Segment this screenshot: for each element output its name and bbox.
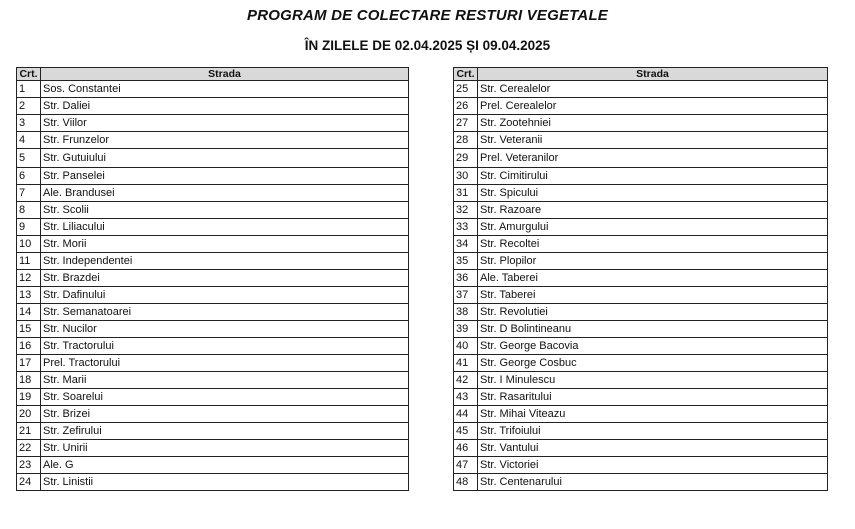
street-name: Str. Spicului — [478, 185, 828, 202]
street-name: Str. George Cosbuc — [478, 355, 828, 372]
street-name: Str. Cimitirului — [478, 168, 828, 185]
row-number: 41 — [454, 355, 478, 372]
row-number: 22 — [17, 440, 41, 457]
street-name: Str. Zootehniei — [478, 115, 828, 132]
row-number: 10 — [17, 236, 41, 253]
table-row — [454, 304, 828, 321]
street-name: Str. Victoriei — [478, 457, 828, 474]
street-name: Str. Razoare — [478, 202, 828, 219]
streets-table-left — [16, 67, 409, 491]
street-name: Sos. Constantei — [41, 81, 409, 98]
row-number: 17 — [17, 355, 41, 372]
row-number: 21 — [17, 423, 41, 440]
street-name: Str. Panselei — [41, 168, 409, 185]
street-name: Str. Trifoiului — [478, 423, 828, 440]
street-name: Str. Nucilor — [41, 321, 409, 338]
table-row — [17, 355, 409, 372]
table-row — [17, 474, 409, 491]
row-number: 38 — [454, 304, 478, 321]
table-row — [454, 219, 828, 236]
row-number: 16 — [17, 338, 41, 355]
header-strada: Strada — [478, 68, 828, 81]
page-subtitle: ÎN ZILELE DE 02.04.2025 ȘI 09.04.2025 — [304, 38, 551, 53]
row-number: 4 — [17, 132, 41, 149]
table-row — [454, 287, 828, 304]
table-row — [454, 270, 828, 287]
table-row — [17, 406, 409, 423]
table-header-row — [17, 68, 409, 81]
street-name: Str. Mihai Viteazu — [478, 406, 828, 423]
row-number: 2 — [17, 98, 41, 115]
street-name: Str. Gutuiului — [41, 149, 409, 168]
row-number: 46 — [454, 440, 478, 457]
street-name: Str. George Bacovia — [478, 338, 828, 355]
table-row — [454, 406, 828, 423]
row-number: 43 — [454, 389, 478, 406]
row-number: 35 — [454, 253, 478, 270]
table-row — [17, 304, 409, 321]
table-row — [17, 287, 409, 304]
table-row — [454, 355, 828, 372]
row-number: 11 — [17, 253, 41, 270]
streets-table-right — [453, 67, 828, 491]
header-crt: Crt. — [454, 68, 478, 81]
street-name: Str. Daliei — [41, 98, 409, 115]
table-row — [17, 389, 409, 406]
table-row — [17, 149, 409, 168]
row-number: 44 — [454, 406, 478, 423]
street-name: Str. Plopilor — [478, 253, 828, 270]
street-name: Str. Recoltei — [478, 236, 828, 253]
table-row — [454, 389, 828, 406]
row-number: 8 — [17, 202, 41, 219]
street-name: Str. Rasaritului — [478, 389, 828, 406]
row-number: 26 — [454, 98, 478, 115]
table-row — [17, 270, 409, 287]
row-number: 15 — [17, 321, 41, 338]
table-row — [454, 457, 828, 474]
table-row — [454, 202, 828, 219]
row-number: 18 — [17, 372, 41, 389]
table-row — [17, 253, 409, 270]
table-row — [17, 372, 409, 389]
street-name: Str. Morii — [41, 236, 409, 253]
street-name: Str. D Bolintineanu — [478, 321, 828, 338]
row-number: 20 — [17, 406, 41, 423]
street-name: Prel. Tractorului — [41, 355, 409, 372]
street-name: Str. Marii — [41, 372, 409, 389]
table-row — [454, 338, 828, 355]
street-name: Str. Dafinului — [41, 287, 409, 304]
row-number: 36 — [454, 270, 478, 287]
street-name: Str. Amurgului — [478, 219, 828, 236]
street-name: Str. Brizei — [41, 406, 409, 423]
row-number: 13 — [17, 287, 41, 304]
table-row — [17, 185, 409, 202]
table-row — [17, 338, 409, 355]
row-number: 25 — [454, 81, 478, 98]
row-number: 28 — [454, 132, 478, 149]
street-name: Str. Vantului — [478, 440, 828, 457]
street-name: Str. Semanatoarei — [41, 304, 409, 321]
table-row — [17, 132, 409, 149]
table-header-row — [454, 68, 828, 81]
table-row — [454, 253, 828, 270]
row-number: 23 — [17, 457, 41, 474]
table-row — [454, 115, 828, 132]
street-name: Str. Cerealelor — [478, 81, 828, 98]
street-name: Str. Independentei — [41, 253, 409, 270]
table-row — [17, 98, 409, 115]
row-number: 27 — [454, 115, 478, 132]
table-row — [17, 457, 409, 474]
row-number: 45 — [454, 423, 478, 440]
street-name: Str. Soarelui — [41, 389, 409, 406]
row-number: 34 — [454, 236, 478, 253]
street-name: Str. Veteranii — [478, 132, 828, 149]
page-title: PROGRAM DE COLECTARE RESTURI VEGETALE — [246, 7, 609, 24]
street-name: Str. Liliacului — [41, 219, 409, 236]
table-row — [17, 440, 409, 457]
table-row — [17, 202, 409, 219]
row-number: 48 — [454, 474, 478, 491]
row-number: 32 — [454, 202, 478, 219]
row-number: 37 — [454, 287, 478, 304]
table-row — [454, 98, 828, 115]
row-number: 24 — [17, 474, 41, 491]
header-crt: Crt. — [17, 68, 41, 81]
table-row — [17, 219, 409, 236]
table-row — [454, 149, 828, 168]
table-row — [454, 372, 828, 389]
row-number: 7 — [17, 185, 41, 202]
street-name: Str. Scolii — [41, 202, 409, 219]
street-name: Str. Centenarului — [478, 474, 828, 491]
table-row — [17, 423, 409, 440]
row-number: 5 — [17, 149, 41, 168]
row-number: 9 — [17, 219, 41, 236]
table-row — [17, 168, 409, 185]
table-row — [17, 115, 409, 132]
row-number: 40 — [454, 338, 478, 355]
table-row — [454, 168, 828, 185]
row-number: 30 — [454, 168, 478, 185]
street-name: Str. Zefirului — [41, 423, 409, 440]
street-name: Str. Viilor — [41, 115, 409, 132]
header-strada: Strada — [41, 68, 409, 81]
table-row — [454, 423, 828, 440]
street-name: Str. I Minulescu — [478, 372, 828, 389]
table-row — [454, 474, 828, 491]
row-number: 12 — [17, 270, 41, 287]
row-number: 29 — [454, 149, 478, 168]
table-row — [454, 440, 828, 457]
table-row — [454, 185, 828, 202]
table-row — [454, 132, 828, 149]
row-number: 39 — [454, 321, 478, 338]
table-row — [454, 236, 828, 253]
street-name: Ale. Brandusei — [41, 185, 409, 202]
street-name: Str. Taberei — [478, 287, 828, 304]
table-row — [17, 236, 409, 253]
row-number: 6 — [17, 168, 41, 185]
street-name: Str. Linistii — [41, 474, 409, 491]
street-name: Prel. Veteranilor — [478, 149, 828, 168]
row-number: 19 — [17, 389, 41, 406]
table-row — [17, 81, 409, 98]
row-number: 47 — [454, 457, 478, 474]
table-row — [454, 81, 828, 98]
street-name: Str. Frunzelor — [41, 132, 409, 149]
street-name: Ale. Taberei — [478, 270, 828, 287]
street-name: Str. Unirii — [41, 440, 409, 457]
row-number: 14 — [17, 304, 41, 321]
row-number: 3 — [17, 115, 41, 132]
street-name: Str. Tractorului — [41, 338, 409, 355]
row-number: 1 — [17, 81, 41, 98]
table-row — [454, 321, 828, 338]
street-name: Prel. Cerealelor — [478, 98, 828, 115]
street-name: Str. Revolutiei — [478, 304, 828, 321]
table-row — [17, 321, 409, 338]
row-number: 31 — [454, 185, 478, 202]
street-name: Str. Brazdei — [41, 270, 409, 287]
street-name: Ale. G — [41, 457, 409, 474]
row-number: 33 — [454, 219, 478, 236]
row-number: 42 — [454, 372, 478, 389]
